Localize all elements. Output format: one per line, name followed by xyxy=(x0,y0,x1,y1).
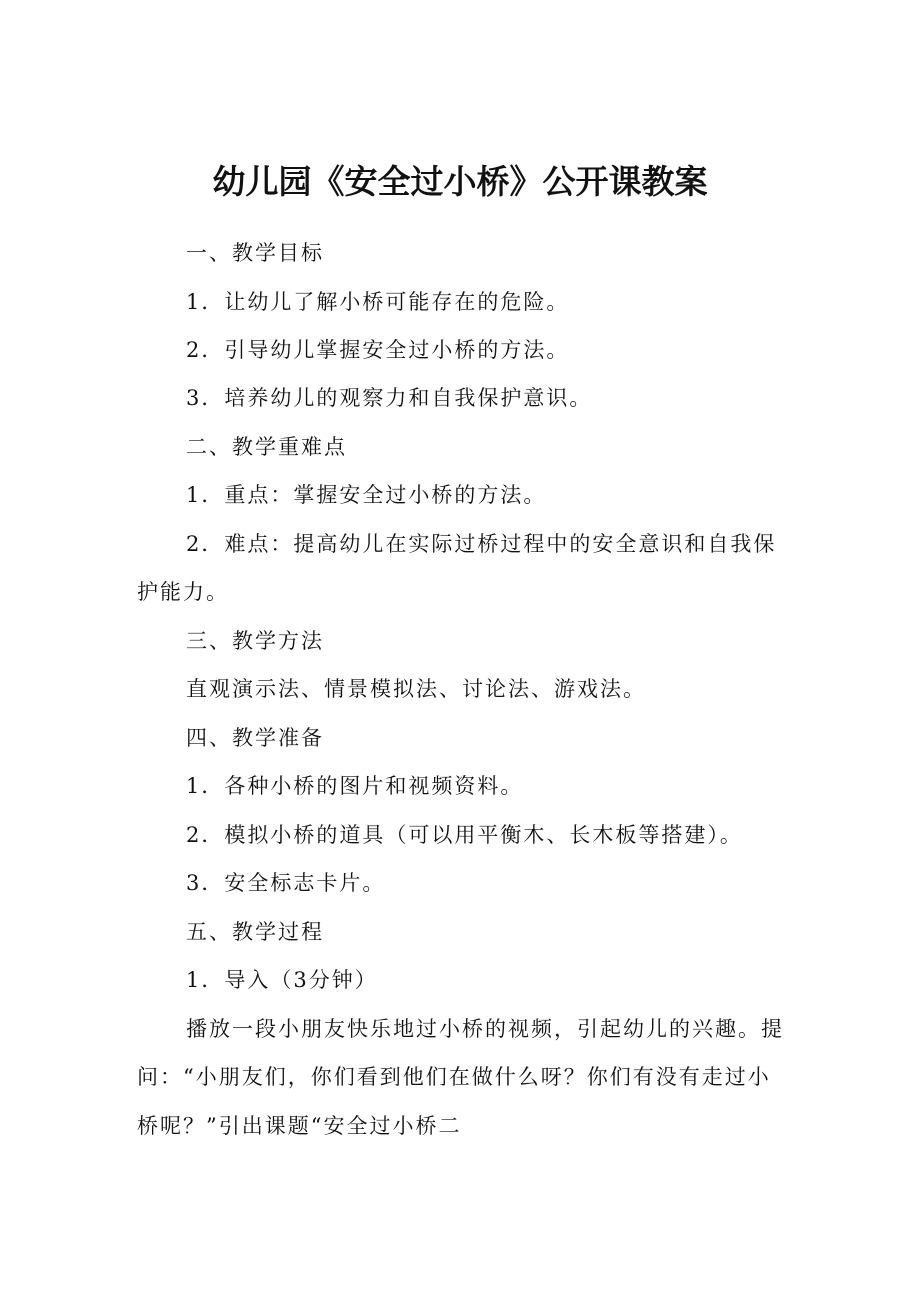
page-title: 幼儿园《安全过小桥》公开课教案 xyxy=(212,162,708,202)
objective-item-2: 2．引导幼儿掌握安全过小桥的方法。 xyxy=(186,338,570,362)
process-paragraph-line-1: 播放一段小朋友快乐地过小桥的视频，引起幼儿的兴趣。提 xyxy=(186,1017,784,1041)
section-heading-preparation: 四、教学准备 xyxy=(186,726,324,750)
section-heading-key-points: 二、教学重难点 xyxy=(186,435,347,459)
section-heading-objectives: 一、教学目标 xyxy=(186,241,324,265)
objective-item-3: 3．培养幼儿的观察力和自我保护意识。 xyxy=(186,386,593,410)
preparation-item-3: 3．安全标志卡片。 xyxy=(186,871,386,895)
section-heading-process: 五、教学过程 xyxy=(186,920,324,944)
section-heading-methods: 三、教学方法 xyxy=(186,629,324,653)
preparation-item-1: 1．各种小桥的图片和视频资料。 xyxy=(186,774,524,798)
key-point-item-2-continued: 护能力。 xyxy=(137,580,229,604)
process-paragraph-line-2: 问：“小朋友们，你们看到他们在做什么呀？你们有没有走过小 xyxy=(137,1065,771,1089)
process-item-1-heading: 1．导入（3分钟） xyxy=(186,968,378,992)
preparation-item-2: 2．模拟小桥的道具（可以用平衡木、长木板等搭建）。 xyxy=(186,823,743,847)
key-point-item-2: 2．难点：提高幼儿在实际过桥过程中的安全意识和自我保 xyxy=(186,532,777,556)
objective-item-1: 1．让幼儿了解小桥可能存在的危险。 xyxy=(186,290,570,314)
process-paragraph-line-3: 桥呢？”引出课题“安全过小桥二 xyxy=(137,1114,462,1138)
methods-paragraph: 直观演示法、情景模拟法、讨论法、游戏法。 xyxy=(186,677,646,701)
key-point-item-1: 1．重点：掌握安全过小桥的方法。 xyxy=(186,483,547,507)
